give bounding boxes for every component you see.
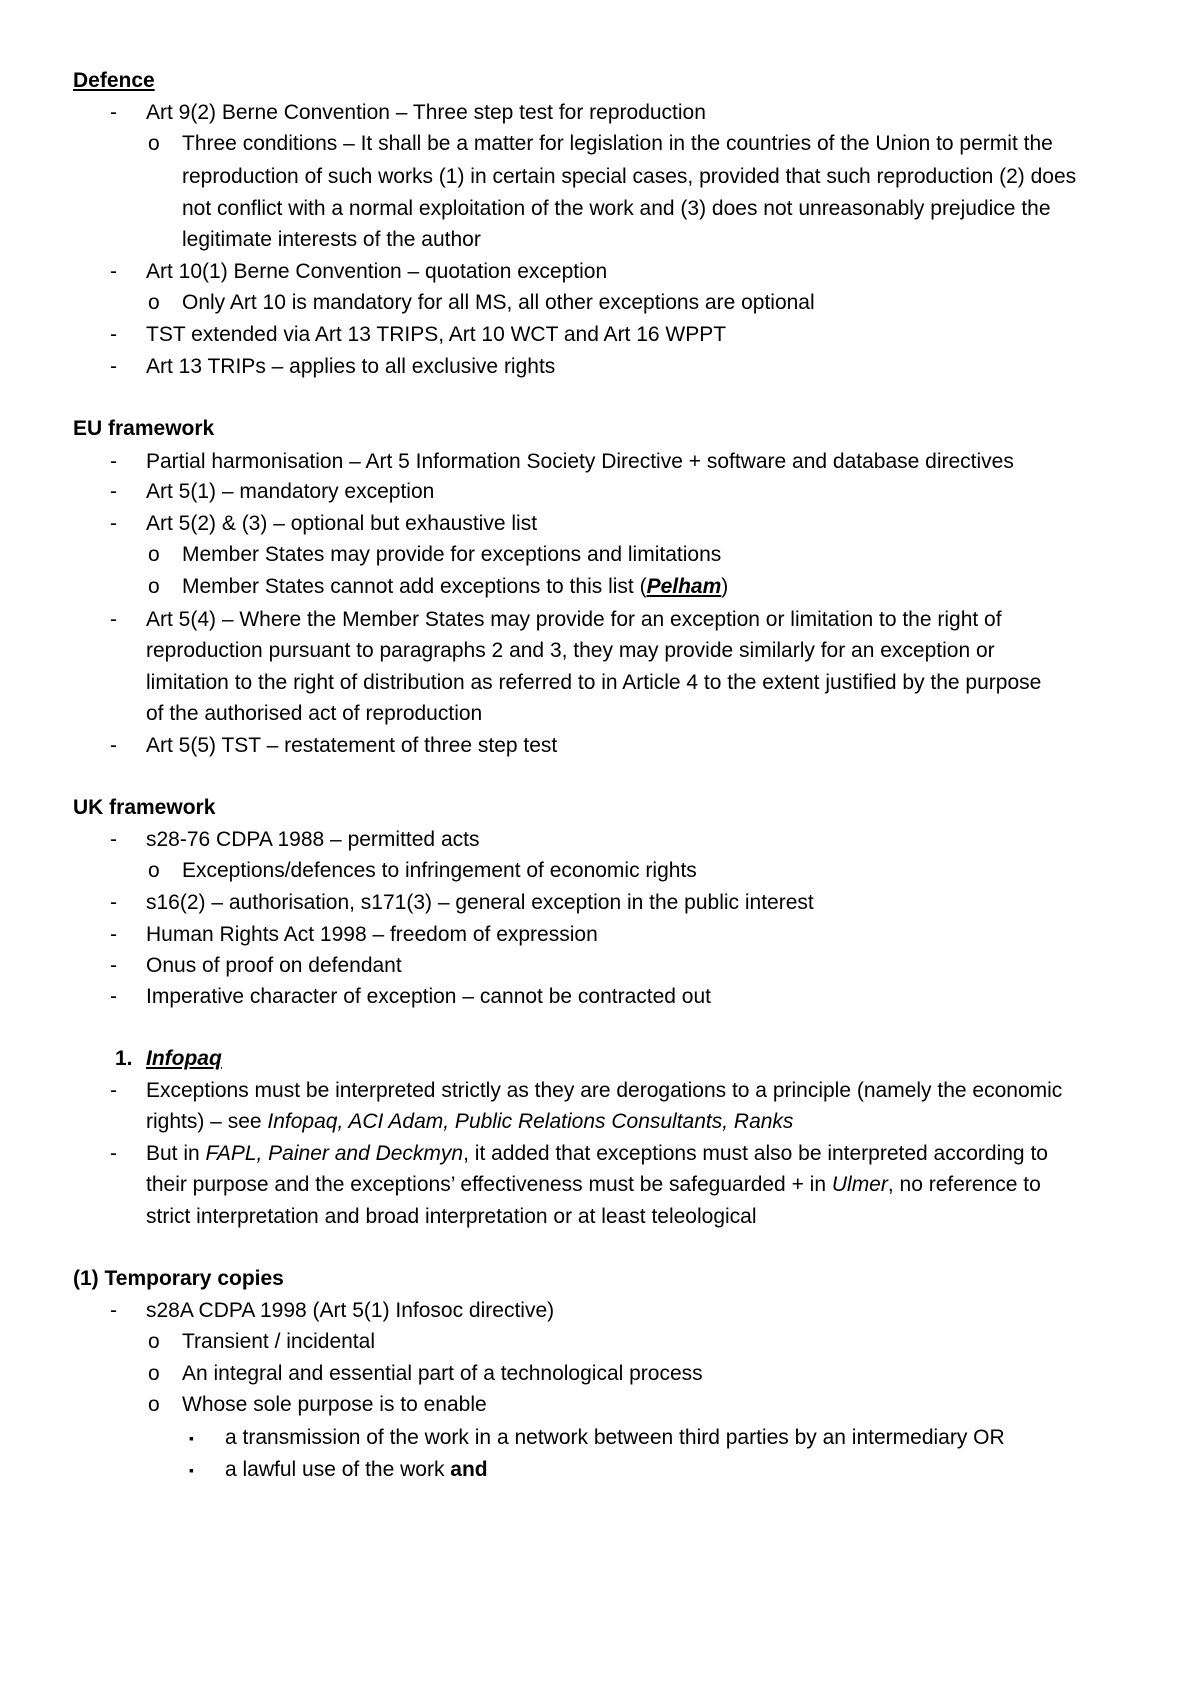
case-name-pelham: Pelham	[646, 575, 722, 598]
case-names: FAPL, Painer and Deckmyn	[205, 1142, 464, 1165]
text-run: rights) – see	[146, 1110, 268, 1133]
list-item	[225, 1453, 488, 1487]
heading-defence: Defence	[73, 69, 155, 92]
dash-bullet: -	[110, 512, 117, 535]
heading-uk-framework: UK framework	[73, 796, 216, 819]
text-run: )	[721, 575, 729, 598]
list-item: Exceptions must be interpreted strictly as they are derogations to a principle (namely the economic	[146, 1079, 1063, 1102]
list-item: Art 10(1) Berne Convention – quotation exception	[146, 260, 608, 283]
list-item: Art 5(1) – mandatory exception	[146, 480, 435, 503]
dash-bullet: -	[110, 1079, 117, 1102]
circle-bullet: o	[148, 132, 160, 155]
list-item-cont: strict interpretation and broad interpretation or at least teleological	[146, 1205, 757, 1228]
list-item-cont: not conflict with a normal exploitation of the work and (3) does not unreasonably prejudice the	[182, 197, 1051, 220]
circle-bullet: o	[148, 543, 160, 566]
dash-bullet: -	[110, 1299, 117, 1322]
text-run: a lawful use of the work	[225, 1458, 451, 1481]
section-title-infopaq: Infopaq	[146, 1047, 222, 1070]
square-bullet: ▪	[189, 1430, 194, 1446]
list-item: Exceptions/defences to infringement of economic rights	[182, 859, 697, 882]
list-item: Imperative character of exception – cannot be contracted out	[146, 985, 712, 1008]
list-item: An integral and essential part of a technological process	[182, 1362, 703, 1385]
dash-bullet: -	[110, 450, 117, 473]
dash-bullet: -	[110, 891, 117, 914]
emphasis-and: and	[450, 1458, 488, 1481]
dash-bullet: -	[110, 323, 117, 346]
list-item	[182, 570, 728, 604]
heading-temporary-copies: (1) Temporary copies	[73, 1267, 284, 1290]
list-item: s28A CDPA 1998 (Art 5(1) Infosoc directive)	[146, 1299, 555, 1322]
dash-bullet: -	[110, 923, 117, 946]
case-name-ulmer: Ulmer	[831, 1173, 888, 1196]
list-item: Art 5(4) – Where the Member States may provide for an exception or limitation to the right of	[146, 608, 1002, 631]
list-item: Transient / incidental	[182, 1330, 375, 1353]
circle-bullet: o	[148, 1330, 160, 1353]
list-item: TST extended via Art 13 TRIPS, Art 10 WCT and Art 16 WPPT	[146, 323, 727, 346]
list-item-cont: reproduction pursuant to paragraphs 2 and 3, they may provide similarly for an exception or	[146, 639, 995, 662]
text-run: Member States cannot add exceptions to this list (	[182, 575, 647, 598]
section-number: 1.	[115, 1047, 133, 1070]
list-item-cont: limitation to the right of distribution as referred to in Article 4 to the extent justified by the purpose	[146, 671, 1042, 694]
list-item: Art 5(5) TST – restatement of three step test	[146, 734, 558, 757]
list-item-cont	[146, 1105, 793, 1139]
list-item: s16(2) – authorisation, s171(3) – general exception in the public interest	[146, 891, 814, 914]
list-item: Partial harmonisation – Art 5 Information Society Directive + software and database directives	[146, 450, 1014, 473]
list-item: Art 13 TRIPs – applies to all exclusive rights	[146, 355, 556, 378]
text-run: , no reference to	[887, 1173, 1041, 1196]
square-bullet: ▪	[189, 1462, 194, 1478]
list-item-cont: reproduction of such works (1) in certain special cases, provided that such reproduction (2) does	[182, 165, 1077, 188]
case-names: Infopaq, ACI Adam, Public Relations Consultants, Ranks	[267, 1110, 794, 1133]
text-run: , it added that exceptions must also be interpreted according to	[463, 1142, 1048, 1165]
list-item-cont: of the authorised act of reproduction	[146, 702, 483, 725]
list-item: Member States may provide for exceptions and limitations	[182, 543, 722, 566]
dash-bullet: -	[110, 608, 117, 631]
dash-bullet: -	[110, 260, 117, 283]
text-run: But in	[146, 1142, 206, 1165]
heading-eu-framework: EU framework	[73, 417, 215, 440]
circle-bullet: o	[148, 575, 160, 598]
list-item: s28-76 CDPA 1988 – permitted acts	[146, 828, 480, 851]
dash-bullet: -	[110, 355, 117, 378]
dash-bullet: -	[110, 101, 117, 124]
list-item: Only Art 10 is mandatory for all MS, all other exceptions are optional	[182, 291, 815, 314]
list-item: Human Rights Act 1998 – freedom of expression	[146, 923, 598, 946]
circle-bullet: o	[148, 1362, 160, 1385]
circle-bullet: o	[148, 291, 160, 314]
dash-bullet: -	[110, 985, 117, 1008]
list-item-cont: legitimate interests of the author	[182, 228, 481, 251]
circle-bullet: o	[148, 859, 160, 882]
circle-bullet: o	[148, 1393, 160, 1416]
list-item: Whose sole purpose is to enable	[182, 1393, 487, 1416]
dash-bullet: -	[110, 734, 117, 757]
dash-bullet: -	[110, 954, 117, 977]
list-item-cont	[146, 1168, 1041, 1202]
dash-bullet: -	[110, 828, 117, 851]
dash-bullet: -	[110, 480, 117, 503]
text-run: their purpose and the exceptions’ effectiveness must be safeguarded + in	[146, 1173, 832, 1196]
dash-bullet: -	[110, 1142, 117, 1165]
list-item: Art 5(2) & (3) – optional but exhaustive list	[146, 512, 538, 535]
list-item: Art 9(2) Berne Convention – Three step test for reproduction	[146, 101, 706, 124]
list-item: Onus of proof on defendant	[146, 954, 402, 977]
list-item: Three conditions – It shall be a matter for legislation in the countries of the Union to permit the	[182, 132, 1053, 155]
list-item	[146, 1137, 1048, 1171]
list-item: a transmission of the work in a network between third parties by an intermediary OR	[225, 1426, 1005, 1449]
